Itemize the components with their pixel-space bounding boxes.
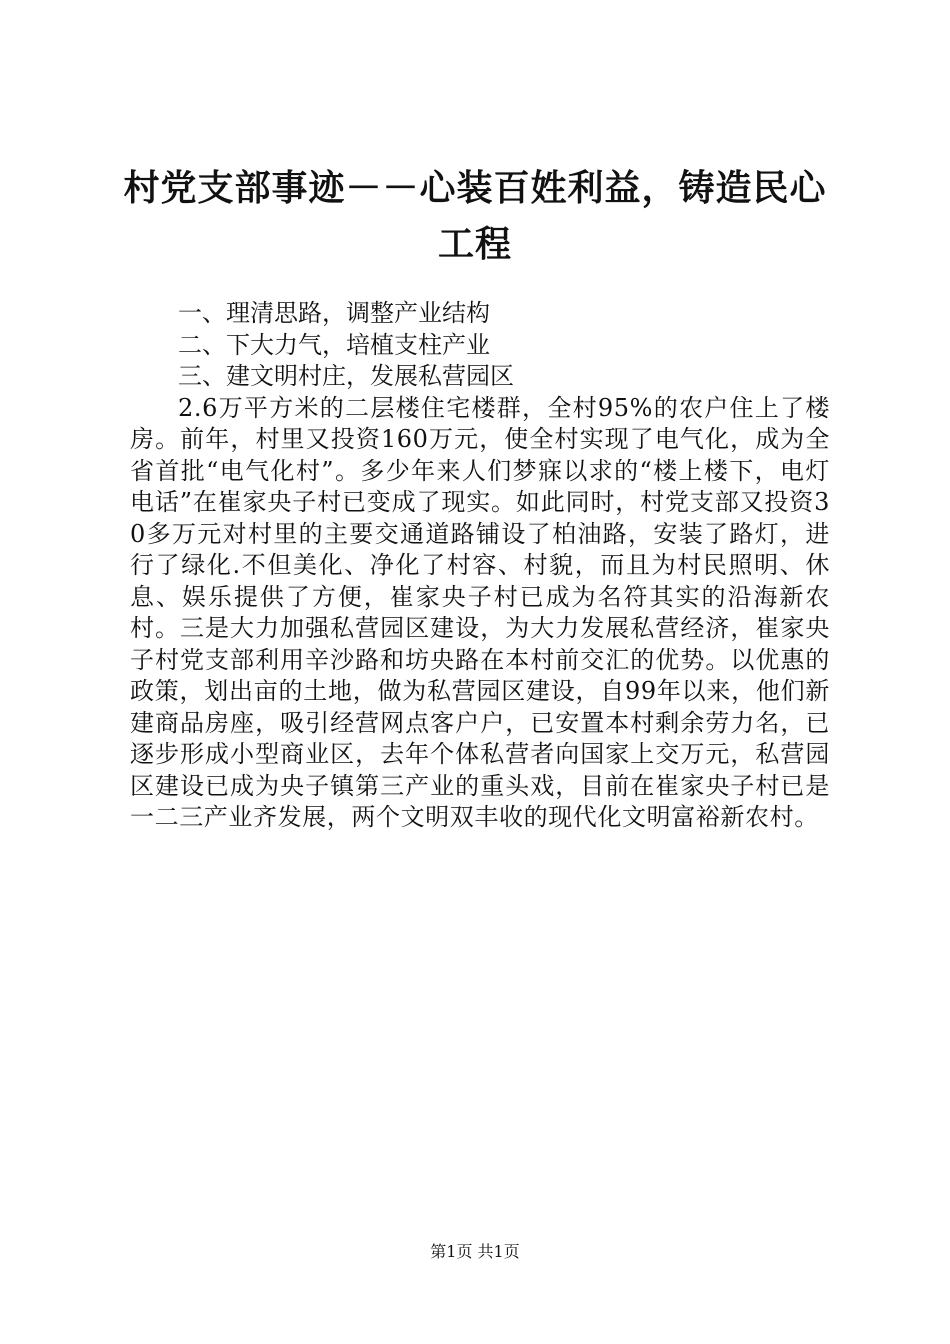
- section-heading-3: 三、建文明村庄，发展私营园区: [178, 362, 514, 390]
- section-heading-1: 一、理清思路，调整产业结构: [178, 299, 490, 327]
- page-footer: 第1页 共1页: [430, 1242, 520, 1261]
- body-paragraph: 2.6万平方米的二层楼住宅楼群，全村95%的农户住上了楼房。前年，村里又投资160万元，使全村实现了电气化，成为全省首批“电气化村”。多少年来人们梦寐以求的“楼上楼下，电灯电话”在崔家央子村已变成了现实。如此同时，村党支部又投资30多万元对村里的主要交通道路铺设了柏油路，安装了路灯，进行了绿化.不但美化、净化了村容、村貌，而且为村民照明、休息、娱乐提供了方便，崔家央子村已成为名符其实的沿海新农村。三是大力加强私营园区建设，为大力发展私营经济，崔家央子村党支部利用辛沙路和坊央路在本村前交汇的优势。以优惠的政策，划出亩的土地，做为私营园区建设，自99年以来，他们新建商品房座，吸引经营网点客户户，已安置本村剩余劳力名，已逐步形成小型商业区，去年个体私营者向国家上交万元，私营园区建设已成为央子镇第三产业的重头戏，目前在崔家央子村已是一二三产业齐发展，两个文明双丰收的现代化文明富裕新农村。: [130, 393, 830, 831]
- document-title: 村党支部事迹－－心装百姓利益，铸造民心工程: [123, 167, 827, 265]
- section-heading-2: 二、下大力气，培植支柱产业: [178, 330, 490, 359]
- document-body: [130, 298, 830, 834]
